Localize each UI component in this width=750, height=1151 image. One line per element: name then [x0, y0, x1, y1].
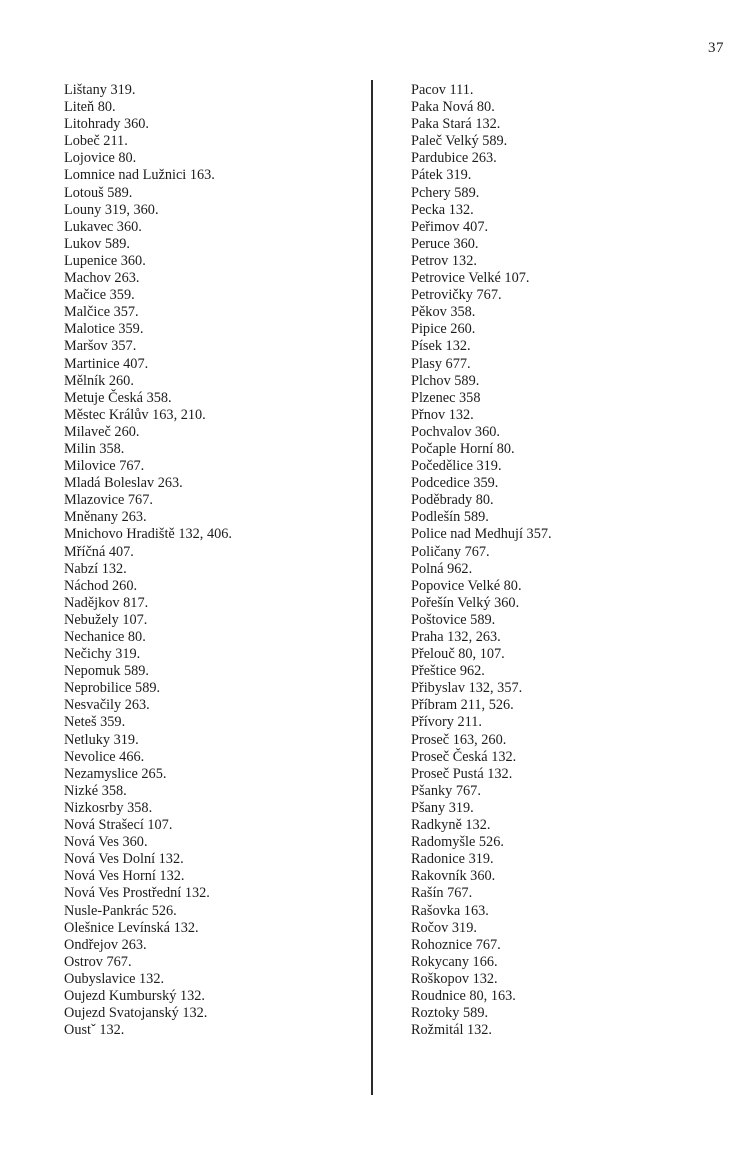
- index-entry: Nová Ves Horní 132.: [64, 868, 185, 885]
- index-entry: Milovice 767.: [64, 458, 145, 475]
- index-entry: Praha 132, 263.: [411, 629, 501, 645]
- index-entry: Radomyšle 526.: [411, 834, 504, 851]
- index-entry: Police nad Medhují 357.: [411, 526, 552, 543]
- index-entry: Plzenec 358: [411, 389, 481, 406]
- index-entry: Martinice 407.: [64, 355, 149, 372]
- index-entry: Nechanice 80.: [64, 629, 146, 645]
- index-entry: Podlešín 589.: [411, 509, 489, 526]
- index-entry: Nebužely 107.: [64, 611, 148, 628]
- index-entry: Rokycany 166.: [411, 953, 498, 970]
- index-entry: Nová Strašecí 107.: [64, 817, 173, 834]
- index-entry: Nusle-Pankrác 526.: [64, 902, 177, 919]
- index-entry: Liteň 80.: [64, 99, 116, 116]
- index-entry: Mladá Boleslav 263.: [64, 475, 183, 492]
- index-entry: Přívory 211.: [411, 714, 482, 731]
- index-entry: Pšanky 767.: [411, 782, 481, 799]
- index-entry: Roudnice 80, 163.: [411, 987, 516, 1004]
- index-entry: Oustˇ 132.: [64, 1022, 125, 1039]
- index-entry: Machov 263.: [64, 270, 140, 287]
- index-entry: Mlazovice 767.: [64, 492, 153, 509]
- index-entry: Peřimov 407.: [411, 218, 489, 235]
- index-entry: Petrovice Velké 107.: [411, 270, 530, 287]
- index-entry: Nepomuk 589.: [64, 663, 149, 680]
- index-entry: Nová Ves 360.: [64, 834, 148, 851]
- index-entry: Lomnice nad Lužnici 163.: [64, 167, 215, 184]
- index-entry: Ondřejov 263.: [64, 936, 147, 953]
- index-entry: Pchery 589.: [411, 184, 480, 201]
- index-entry: Rakovník 360.: [411, 868, 496, 885]
- index-entry: Milaveč 260.: [64, 423, 140, 440]
- index-entry: Proseč 163, 260.: [411, 731, 507, 748]
- index-entry: Proseč Pustá 132.: [411, 765, 513, 782]
- index-entry: Městec Králův 163, 210.: [64, 406, 206, 423]
- index-entry: Proseč Česká 132.: [411, 748, 517, 765]
- index-entry: Nová Ves Dolní 132.: [64, 851, 184, 868]
- index-entry: Mělník 260.: [64, 372, 134, 389]
- index-entry: Příbram 211, 526.: [411, 697, 514, 714]
- index-entry: Pecka 132.: [411, 201, 474, 218]
- index-entry: Polná 962.: [411, 560, 473, 577]
- index-entry: Nová Ves Prostřední 132.: [64, 885, 210, 902]
- index-entry: Malčice 357.: [64, 304, 139, 321]
- index-entry: Podcedice 359.: [411, 475, 499, 492]
- index-entry: Pátek 319.: [411, 167, 472, 184]
- index-entry: Mříčná 407.: [64, 543, 134, 560]
- index-entry: Litohrady 360.: [64, 116, 149, 133]
- index-entry: Nečichy 319.: [64, 646, 141, 663]
- index-entry: Lupenice 360.: [64, 252, 146, 269]
- index-entry: Písek 132.: [411, 338, 471, 355]
- index-entry: Nizké 358.: [64, 782, 127, 799]
- index-entry: Louny 319, 360.: [64, 201, 159, 218]
- index-entry: Petrovičky 767.: [411, 287, 502, 304]
- index-entry: Náchod 260.: [64, 577, 138, 594]
- index-entry: Milin 358.: [64, 440, 125, 457]
- index-entry: Rožmitál 132.: [411, 1022, 493, 1039]
- index-entry: Plasy 677.: [411, 355, 471, 372]
- index-entry: Nadějkov 817.: [64, 594, 149, 611]
- index-entry: Mnichovo Hradiště 132, 406.: [64, 526, 232, 543]
- index-entry: Netluky 319.: [64, 731, 139, 748]
- index-entry: Ročov 319.: [411, 919, 477, 936]
- column-divider: [371, 80, 373, 1095]
- index-entry: Nevolice 466.: [64, 748, 145, 765]
- index-entry: Pochvalov 360.: [411, 423, 500, 440]
- index-entry: Ostrov 767.: [64, 953, 132, 970]
- index-entry: Lojovice 80.: [64, 150, 137, 167]
- index-entry: Paka Nová 80.: [411, 99, 495, 116]
- index-entry: Petrov 132.: [411, 252, 477, 269]
- index-entry: Pořešín Velký 360.: [411, 594, 520, 611]
- index-entry: Lobeč 211.: [64, 133, 128, 150]
- index-entry: Plchov 589.: [411, 372, 480, 389]
- index-entry: Olešnice Levínská 132.: [64, 919, 199, 936]
- index-entry: Oujezd Svatojanský 132.: [64, 1005, 208, 1022]
- index-entry: Pšany 319.: [411, 799, 474, 816]
- index-column-right: [411, 82, 711, 1039]
- index-entry: Popovice Velké 80.: [411, 577, 522, 594]
- index-entry: Roztoky 589.: [411, 1005, 489, 1022]
- index-entry: Maršov 357.: [64, 338, 137, 355]
- index-entry: Malotice 359.: [64, 321, 144, 338]
- index-entry: Lištany 319.: [64, 82, 136, 98]
- index-column-left: [64, 82, 354, 1039]
- index-entry: Pěkov 358.: [411, 304, 476, 321]
- index-entry: Přelouč 80, 107.: [411, 646, 505, 663]
- index-entry: Přeštice 962.: [411, 663, 485, 680]
- index-entry: Poděbrady 80.: [411, 492, 494, 509]
- index-entry: Neprobilice 589.: [64, 680, 161, 697]
- index-entry: Lukavec 360.: [64, 218, 142, 235]
- index-entry: Pacov 111.: [411, 82, 474, 98]
- index-entry: Poličany 767.: [411, 543, 490, 560]
- index-entry: Rašovka 163.: [411, 902, 489, 919]
- index-entry: Počedělice 319.: [411, 458, 502, 475]
- index-entry: Nesvačily 263.: [64, 697, 150, 714]
- index-entry: Oubyslavice 132.: [64, 970, 165, 987]
- index-entry: Radonice 319.: [411, 851, 494, 868]
- index-entry: Paka Stará 132.: [411, 116, 501, 133]
- index-entry: Nabzí 132.: [64, 560, 127, 577]
- index-entry: Metuje Česká 358.: [64, 389, 172, 406]
- index-entry: Pardubice 263.: [411, 150, 497, 167]
- index-entry: Počaple Horní 80.: [411, 440, 515, 457]
- index-entry: Přibyslav 132, 357.: [411, 680, 523, 697]
- index-entry: Rohoznice 767.: [411, 936, 501, 953]
- index-entry: Roškopov 132.: [411, 970, 498, 987]
- index-entry: Neteš 359.: [64, 714, 126, 731]
- index-entry: Přnov 132.: [411, 406, 474, 423]
- index-entry: Lotouš 589.: [64, 184, 133, 201]
- page-number: 37: [708, 40, 724, 56]
- index-entry: Pipice 260.: [411, 321, 476, 338]
- index-entry: Rašín 767.: [411, 885, 473, 902]
- index-entry: Radkyně 132.: [411, 817, 491, 834]
- index-entry: Poštovice 589.: [411, 611, 496, 628]
- index-entry: Mačice 359.: [64, 287, 135, 304]
- index-entry: Nezamyslice 265.: [64, 765, 167, 782]
- index-entry: Nizkosrby 358.: [64, 799, 153, 816]
- index-entry: Lukov 589.: [64, 235, 130, 252]
- index-entry: Paleč Velký 589.: [411, 133, 508, 150]
- index-entry: Peruce 360.: [411, 235, 479, 252]
- index-entry: Mněnany 263.: [64, 509, 147, 526]
- index-entry: Oujezd Kumburský 132.: [64, 987, 205, 1004]
